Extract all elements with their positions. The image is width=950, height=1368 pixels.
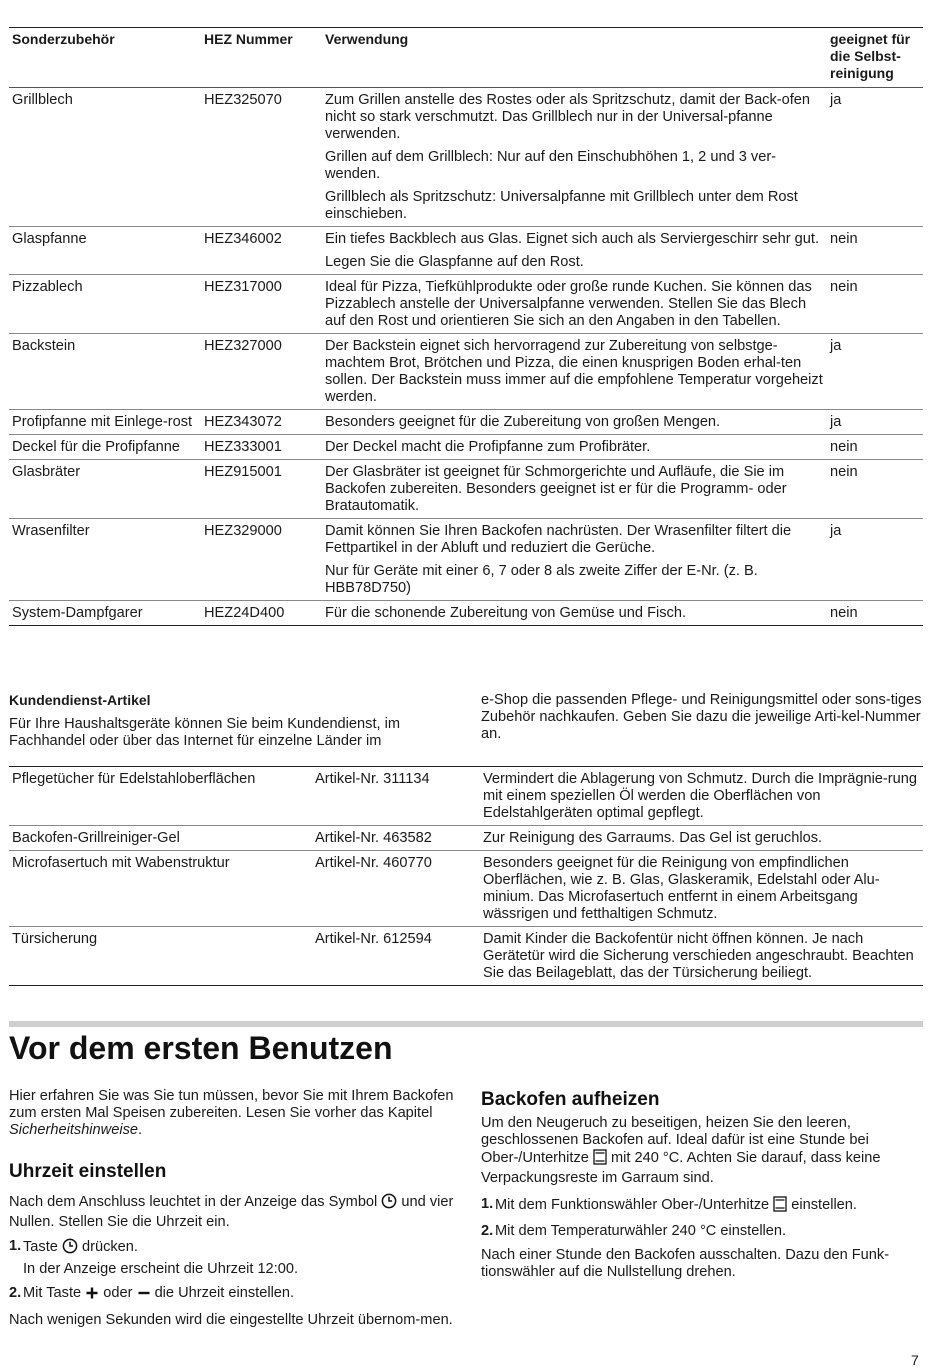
clock-heading: Uhrzeit einstellen [9, 1161, 167, 1182]
kundendienst-text-right: e-Shop die passenden Pflege- und Reinigungsmittel oder sons-tiges Zubehör nachkaufen. Geben Sie dazu die jeweilige Arti-kel-Nummer an. [481, 692, 922, 742]
article-description: Damit Kinder die Backofentür nicht öffnen können. Je nach Gerätetür wird die Sicherung verschieden angeschraubt. Beachten Sie das Beilageblatt, das der Türsicherung beiliegt. [483, 931, 914, 981]
step-text [495, 1196, 923, 1217]
clock-icon [381, 1193, 397, 1214]
usage-cell [322, 231, 828, 271]
usage-paragraph: Zum Grillen anstelle des Rostes oder als Spritzschutz, damit der Back-ofen nicht so stark verschmutzt. Das Grillblech nur in der Universal-pfanne verwenden. [325, 92, 811, 142]
header-line: reinigung [830, 65, 894, 81]
intro-paragraph [9, 1088, 459, 1139]
accessory-name: Backstein [12, 338, 76, 354]
accessory-name: System-Dampfgarer [12, 605, 143, 621]
kundendienst-right [481, 692, 923, 743]
accessory-name: Pizzablech [12, 279, 83, 295]
header-line: geeignet für [830, 31, 911, 47]
intro-text: Hier erfahren Sie was Sie tun müssen, bevor Sie mit Ihrem Backofen zum ersten Mal Speisen zubereiten. Lesen Sie vorher das Kapitel [9, 1088, 454, 1121]
table-row [9, 600, 923, 625]
accessory-name: Glaspfanne [12, 231, 87, 247]
article-number: Artikel-Nr. 463582 [315, 830, 432, 846]
service-article-table [9, 766, 923, 986]
table-row [9, 226, 923, 274]
top-bottom-heat-icon [773, 1196, 787, 1217]
table-row [9, 333, 923, 409]
usage-paragraph: Ideal für Pizza, Tiefkühlprodukte oder große runde Kuchen. Sie können das Pizzablech anstelle der Universalpfanne verwenden. Stellen Sie das Blech auf den Rost und orientieren Sie sich an den Angaben in den Tabellen. [325, 279, 812, 329]
header-hez-nummer: HEZ Nummer [204, 31, 293, 47]
clock-step-2 [9, 1285, 459, 1305]
table-row [9, 409, 923, 434]
step-number: 2. [9, 1285, 22, 1301]
step-text-b: oder [99, 1285, 137, 1301]
clock-final: Nach wenigen Sekunden wird die eingestellte Uhrzeit übernom-men. [9, 1312, 453, 1328]
hez-number: HEZ333001 [204, 439, 282, 455]
step-text-a: Mit Taste [23, 1285, 86, 1301]
usage-cell [322, 414, 828, 431]
accessory-name: Profipfanne mit Einlege-rost [12, 414, 193, 430]
accessory-name: Wrasenfilter [12, 523, 90, 539]
left-column [9, 1088, 459, 1336]
page-number: 7 [911, 1352, 919, 1368]
step-number: 2. [481, 1223, 494, 1239]
header-sonderzubehoer: Sonderzubehör [12, 31, 115, 47]
plus-icon [85, 1286, 99, 1305]
article-number: Artikel-Nr. 612594 [315, 931, 432, 947]
hez-number: HEZ915001 [204, 464, 282, 480]
kundendienst-title: Kundendienst-Artikel [9, 692, 151, 708]
step-text-post: drücken. [77, 1239, 138, 1255]
usage-cell [322, 279, 828, 330]
kundendienst-left [9, 692, 454, 750]
article-name: Backofen-Grillreiniger-Gel [12, 830, 180, 846]
table-row [9, 926, 923, 985]
hez-number: HEZ24D400 [204, 605, 285, 621]
usage-paragraph: Besonders geeignet für die Zubereitung von großen Mengen. [325, 414, 721, 430]
usage-cell [322, 464, 828, 515]
table-row [9, 459, 923, 518]
usage-paragraph: Der Deckel macht die Profipfanne zum Profibräter. [325, 439, 651, 455]
hez-number: HEZ346002 [204, 231, 282, 247]
article-description: Besonders geeignet für die Reinigung von empfindlichen Oberflächen, wie z. B. Glas, Glaskeramik, Edelstahl oder Alu-minium. Das Microfasertuch entfernt in einem Arbeitsgang wässrigen und fetthaltigen Schmutz. [483, 855, 880, 922]
table-row [9, 767, 923, 825]
clock-text: Nach dem Anschluss leuchtet in der Anzeige das Symbol [9, 1194, 382, 1210]
header-selbstreinigung [828, 31, 923, 82]
step-text: Mit dem Temperaturwähler 240 °C einstellen. [495, 1223, 787, 1239]
article-name: Microfasertuch mit Wabenstruktur [12, 855, 230, 871]
top-bottom-heat-icon [593, 1149, 607, 1170]
hez-number: HEZ329000 [204, 523, 282, 539]
self-clean-value: nein [830, 279, 858, 295]
self-clean-value: ja [830, 338, 842, 354]
right-column [481, 1088, 923, 1288]
usage-paragraph: Der Glasbräter ist geeignet für Schmorgerichte und Aufläufe, die Sie im Backofen zubereiten. Besonders geeignet ist er für die Programm- oder Bratautomatik. [325, 464, 787, 514]
table-row [9, 274, 923, 333]
usage-paragraph: Legen Sie die Glaspfanne auf den Rost. [325, 254, 584, 270]
article-description: Vermindert die Ablagerung von Schmutz. Durch die Imprägnie-rung mit einem speziellen Öl werden die Oberflächen von Edelstahlgeräten optimal gepflegt. [483, 771, 917, 821]
usage-paragraph: Damit können Sie Ihren Backofen nachrüsten. Der Wrasenfilter filtert die Fettpartikel in der Abluft und reduziert die Gerüche. [325, 523, 792, 556]
self-clean-value: ja [830, 523, 842, 539]
step-text [23, 1238, 459, 1259]
self-clean-value: nein [830, 464, 858, 480]
kundendienst-text-left: Für Ihre Haushaltsgeräte können Sie beim Kundendienst, im Fachhandel oder über das Internet für einzelne Länder im [9, 716, 401, 749]
table-row [9, 850, 923, 926]
step-text-c: die Uhrzeit einstellen. [150, 1285, 295, 1301]
usage-cell [322, 523, 828, 597]
accessory-name: Deckel für die Profipfanne [12, 439, 180, 455]
minus-icon [137, 1286, 151, 1305]
hez-number: HEZ327000 [204, 338, 282, 354]
accessory-table [9, 27, 923, 626]
intro-end: . [137, 1122, 143, 1138]
clock-step-1 [9, 1238, 459, 1259]
self-clean-value: ja [830, 92, 842, 108]
step-number: 1. [481, 1196, 494, 1212]
article-description: Zur Reinigung des Garraums. Das Gel ist geruchlos. [483, 830, 823, 846]
accessory-table-header [9, 28, 923, 88]
section-divider [9, 1021, 923, 1027]
usage-cell [322, 439, 828, 456]
table-row [9, 434, 923, 459]
heat-text: Um den Neugeruch zu beseitigen, heizen Sie den leeren, geschlossenen Backofen auf. Ideal dafür ist eine Stunde bei Ober-/Unterhitze [481, 1115, 869, 1166]
accessory-table-body [9, 88, 923, 625]
clock-step-1-note: In der Anzeige erscheint die Uhrzeit 12:00. [23, 1261, 299, 1277]
usage-paragraph: Für die schonende Zubereitung von Gemüse und Fisch. [325, 605, 686, 621]
usage-cell [322, 605, 828, 622]
step-text [23, 1285, 459, 1305]
hez-number: HEZ325070 [204, 92, 282, 108]
heat-text-end: mit 240 °C. Achten Sie darauf, dass keine Verpackungsreste im Garraum sind. [481, 1150, 881, 1186]
header-line: die Selbst- [830, 48, 901, 64]
hez-number: HEZ317000 [204, 279, 282, 295]
step-text-pre: Taste [23, 1239, 62, 1255]
self-clean-value: ja [830, 414, 842, 430]
usage-cell [322, 92, 828, 223]
clock-icon [62, 1238, 78, 1259]
table-row [9, 825, 923, 850]
article-name: Türsicherung [12, 931, 98, 947]
usage-paragraph: Grillblech als Spritzschutz: Universalpfanne mit Grillblech unter dem Rost einschieben. [325, 189, 798, 222]
accessory-name: Glasbräter [12, 464, 81, 480]
table-row [9, 518, 923, 600]
usage-paragraph: Ein tiefes Backblech aus Glas. Eignet sich auch als Serviergeschirr sehr gut. [325, 231, 819, 247]
step-number: 1. [9, 1238, 22, 1254]
heat-step-2 [481, 1223, 923, 1240]
usage-paragraph: Grillen auf dem Grillblech: Nur auf den Einschubhöhen 1, 2 und 3 ver-wenden. [325, 149, 777, 182]
step-text-pre: Mit dem Funktionswähler Ober-/Unterhitze [495, 1197, 774, 1213]
self-clean-value: nein [830, 231, 858, 247]
table-row [9, 88, 923, 226]
intro-emphasis: Sicherheitshinweise [9, 1122, 138, 1138]
usage-paragraph: Der Backstein eignet sich hervorragend zur Zubereitung von selbstge-machtem Brot, Brötchen und Pizza, die einen knusprigen Boden erhal-ten sollen. Der Backstein muss immer auf die empfohlene Temperatur vorgeheizt werden. [325, 338, 823, 405]
self-clean-value: nein [830, 439, 858, 455]
clock-text-end: und vier Nullen. Stellen Sie die Uhrzeit ein. [9, 1194, 454, 1230]
heat-final: Nach einer Stunde den Backofen ausschalten. Dazu den Funk-tionswähler auf die Nullstellung drehen. [481, 1247, 890, 1280]
heat-step-1 [481, 1196, 923, 1217]
usage-cell [322, 338, 828, 406]
article-name: Pflegetücher für Edelstahloberflächen [12, 771, 256, 787]
accessory-name: Grillblech [12, 92, 73, 108]
section-title: Vor dem ersten Benutzen [9, 1030, 393, 1066]
clock-paragraph [9, 1193, 459, 1231]
article-number: Artikel-Nr. 311134 [315, 771, 430, 787]
heat-heading: Backofen aufheizen [481, 1089, 660, 1110]
heat-paragraph [481, 1115, 923, 1187]
step-text-post: einstellen. [787, 1197, 857, 1213]
header-verwendung: Verwendung [325, 31, 409, 47]
hez-number: HEZ343072 [204, 414, 282, 430]
usage-paragraph: Nur für Geräte mit einer 6, 7 oder 8 als zweite Ziffer der E-Nr. (z. B. HBB78D750) [325, 563, 758, 596]
article-number: Artikel-Nr. 460770 [315, 855, 432, 871]
self-clean-value: nein [830, 605, 858, 621]
